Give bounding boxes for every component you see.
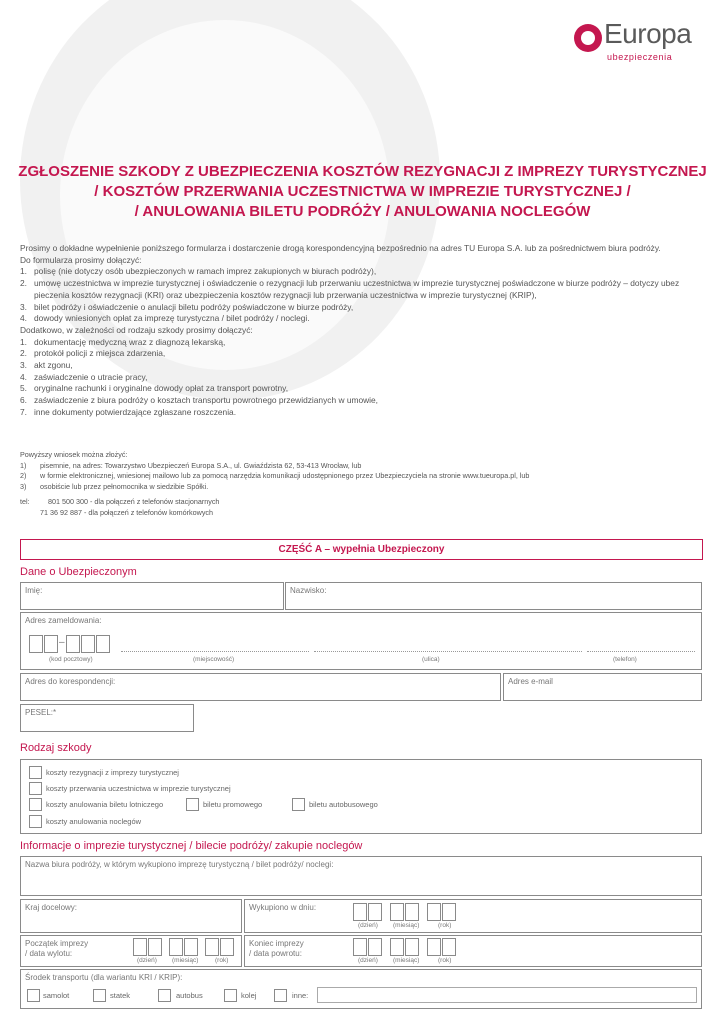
purchase-year-digit[interactable]: [442, 903, 456, 921]
damage-option-2-checkbox[interactable]: [29, 782, 42, 795]
end-month-digit[interactable]: [390, 938, 404, 956]
ship-label: statek: [110, 991, 131, 1000]
start-day-digit[interactable]: [148, 938, 162, 956]
city-caption: (miejscowość): [193, 656, 235, 663]
bus-ticket-checkbox[interactable]: [292, 798, 305, 811]
purchase-day-digit[interactable]: [368, 903, 382, 921]
list-item: 2. protokół policji z miejsca zdarzenia,: [20, 348, 166, 359]
day-caption: (dzień): [358, 957, 378, 964]
purchase-day-digit[interactable]: [353, 903, 367, 921]
end-month-digit[interactable]: [405, 938, 419, 956]
postal-dash: –: [59, 637, 65, 648]
plane-label: samolot: [43, 991, 70, 1000]
damage-type-title: Rodzaj szkody: [20, 742, 92, 754]
list-item: 6. zaświadczenie z biura podróży o kosztach transportu powrotnego przewidzianych w umowie,: [20, 395, 379, 406]
ferry-ticket-checkbox[interactable]: [186, 798, 199, 811]
city-line: [121, 651, 309, 652]
purchase-month-digit[interactable]: [405, 903, 419, 921]
registered-address-field[interactable]: Adres zameldowania: – (kod pocztowy) (miejscowość) (ulica) (telefon): [20, 612, 702, 670]
pesel-field[interactable]: PESEL:*: [20, 704, 194, 732]
other-label: inne:: [292, 991, 309, 1000]
title-line-3: / ANULOWANIA BILETU PODRÓŻY / ANULOWANIA NOCLEGÓW: [134, 203, 591, 220]
start-month-digit[interactable]: [169, 938, 183, 956]
end-day-digit[interactable]: [368, 938, 382, 956]
postal-digit[interactable]: [96, 635, 110, 653]
train-label: kolej: [241, 991, 257, 1000]
logo-subtitle: ubezpieczenia: [607, 52, 673, 62]
damage-type-group: [20, 759, 702, 834]
other-checkbox[interactable]: [274, 989, 287, 1002]
list-item: 1. dokumentację medyczną wraz z diagnozą lekarską,: [20, 336, 226, 347]
ship-checkbox[interactable]: [93, 989, 106, 1002]
trip-info-title: Informacje o imprezie turystycznej / bilecie podróży/ zakupie noclegów: [20, 840, 363, 852]
transport-field: Środek transportu (dla wariantu KRI / KRIP): samolot statek autobus kolej inne:: [20, 969, 702, 1009]
email-field[interactable]: Adres e-mail: [503, 673, 702, 701]
end-year-digit[interactable]: [427, 938, 441, 956]
start-year-digit[interactable]: [220, 938, 234, 956]
title-line-2: / KOSZTÓW PRZERWANIA UCZESTNICTWA W IMPREZIE TURYSTYCZNEJ /: [94, 183, 631, 200]
form-title: [0, 162, 725, 222]
list-item: 3. bilet podróży i oświadczenie o anulacji biletu podróży poświadczone w biurze podróży,: [20, 301, 354, 312]
month-caption: (miesiąc): [393, 922, 420, 929]
damage-option-6-checkbox[interactable]: [29, 815, 42, 828]
start-year-digit[interactable]: [205, 938, 219, 956]
submission-item: 3) osobiście lub przez pełnomocnika w siedzibie Spółki.: [20, 481, 209, 491]
phone-line: 71 36 92 887 - dla połączeń z telefonów komórkowych: [40, 507, 214, 517]
postal-digit[interactable]: [29, 635, 43, 653]
phone-caption: (telefon): [613, 656, 637, 663]
damage-option-1-checkbox[interactable]: [29, 766, 42, 779]
start-day-digit[interactable]: [133, 938, 147, 956]
purchase-year-digit[interactable]: [427, 903, 441, 921]
logo-mark-icon: [574, 24, 602, 52]
destination-country-field[interactable]: Kraj docelowy:: [20, 899, 242, 933]
submission-item: 1) pisemnie, na adres: Towarzystwo Ubezpieczeń Europa S.A., ul. Gwiaździsta 62, 53-413 Wrocław, lub: [20, 460, 362, 470]
street-line: [314, 651, 582, 652]
bus-checkbox[interactable]: [158, 989, 171, 1002]
postal-digit[interactable]: [44, 635, 58, 653]
title-line-1: ZGŁOSZENIE SZKODY Z UBEZPIECZENIA KOSZTÓW REZYGNACJI Z IMPREZY TURYSTYCZNEJ: [18, 163, 707, 180]
postal-digit[interactable]: [66, 635, 80, 653]
damage-option-3-label: koszty anulowania biletu lotniczego: [46, 800, 164, 809]
year-caption: (rok): [215, 957, 229, 964]
last-name-field[interactable]: Nazwisko:: [285, 582, 702, 610]
day-caption: (dzień): [358, 922, 378, 929]
ferry-ticket-label: biletu promowego: [203, 800, 263, 809]
year-caption: (rok): [438, 957, 452, 964]
list-item: 1. polisę (nie dotyczy osób ubezpieczonych w ramach imprez zakupionych w biurach podróży),: [20, 266, 377, 277]
trip-end-date-field[interactable]: Koniec imprezy / data powrotu: (dzień) (miesiąc) (rok): [244, 935, 702, 967]
purchase-date-field[interactable]: Wykupiono w dniu: (dzień) (miesiąc) (rok): [244, 899, 702, 933]
start-month-digit[interactable]: [184, 938, 198, 956]
list-item: 4. zaświadczenie o utracie pracy,: [20, 371, 148, 382]
list-item: 7. inne dokumenty potwierdzające zgłaszane roszczenia.: [20, 406, 237, 417]
insured-section-title: Dane o Ubezpieczonym: [20, 566, 137, 578]
intro-paragraph: Prosimy o dokładne wypełnienie poniższego formularza i dostarczenie drogą korespondencyjną bezpośrednio na adres TU Europa S.A. lub za pośrednictwem biura podróży.: [20, 243, 661, 253]
list-item: 5. oryginalne rachunki i oryginalne dowody opłat za transport powrotny,: [20, 383, 289, 394]
end-day-digit[interactable]: [353, 938, 367, 956]
purchase-month-digit[interactable]: [390, 903, 404, 921]
attachments-heading: Do formularza prosimy dołączyć:: [20, 254, 142, 265]
damage-option-6-label: koszty anulowania noclegów: [46, 817, 142, 826]
list-item: 3. akt zgonu,: [20, 360, 73, 371]
europa-logo: [574, 18, 694, 62]
postal-code-caption: (kod pocztowy): [49, 656, 93, 663]
phone-line: [587, 651, 695, 652]
trip-start-date-field[interactable]: Początek imprezy / data wylotu: (dzień) (miesiąc) (rok): [20, 935, 242, 967]
month-caption: (miesiąc): [393, 957, 420, 964]
submission-info: [20, 450, 700, 518]
list-item: 4. dowody wniesionych opłat za imprezę turystyczna / bilet podróży / noclegi.: [20, 313, 310, 324]
part-a-header: CZĘŚĆ A – wypełnia Ubezpieczony: [20, 539, 703, 560]
damage-option-1-label: koszty rezygnacji z imprezy turystycznej: [46, 768, 179, 777]
bus-label: autobus: [176, 991, 203, 1000]
phone-line: tel: 801 500 300 - dla połączeń z telefonów stacjonarnych: [20, 497, 220, 506]
instructions: [20, 243, 710, 419]
logo-name: Europa: [604, 18, 692, 49]
list-item: pieczenia kosztów rezygnacji (KRI) oraz ubezpieczenia kosztów rezygnacji lub przerwania uczestnictwa w imprezie turystycznej (KRIP),: [34, 289, 537, 300]
travel-agency-field[interactable]: Nazwa biura podróży, w którym wykupiono imprezę turystyczną / bilet podróży/ noclegi:: [20, 856, 702, 896]
postal-digit[interactable]: [81, 635, 95, 653]
submission-item: 2) w formie elektronicznej, wniesionej mailowo lub za pomocą narzędzia komunikacji udostępnionego przez Ubezpieczyciela na stronie www.tueuropa.pl, lub: [20, 471, 530, 480]
year-caption: (rok): [438, 922, 452, 929]
train-checkbox[interactable]: [224, 989, 237, 1002]
list-item: 2. umowę uczestnictwa w imprezie turystycznej i oświadczenie o rezygnacji lub przerwaniu uczestnictwa w imprezie turystycznej poświadczone w biurze podróży – dotyczy ubez: [20, 278, 680, 289]
plane-checkbox[interactable]: [27, 989, 40, 1002]
day-caption: (dzień): [137, 957, 157, 964]
first-name-field[interactable]: Imię:: [20, 582, 284, 610]
street-caption: (ulica): [422, 656, 440, 663]
damage-option-2-label: koszty przerwania uczestnictwa w imprezie turystycznej: [46, 784, 231, 793]
damage-option-3-checkbox[interactable]: [29, 798, 42, 811]
submission-heading: Powyższy wniosek można złożyć:: [20, 450, 128, 459]
end-year-digit[interactable]: [442, 938, 456, 956]
other-transport-input[interactable]: [317, 987, 697, 1003]
correspondence-address-field[interactable]: Adres do korespondencji:: [20, 673, 501, 701]
month-caption: (miesiąc): [172, 957, 199, 964]
additional-heading: Dodatkowo, w zależności od rodzaju szkody prosimy dołączyć:: [20, 324, 253, 335]
bus-ticket-label: biletu autobusowego: [309, 800, 378, 809]
